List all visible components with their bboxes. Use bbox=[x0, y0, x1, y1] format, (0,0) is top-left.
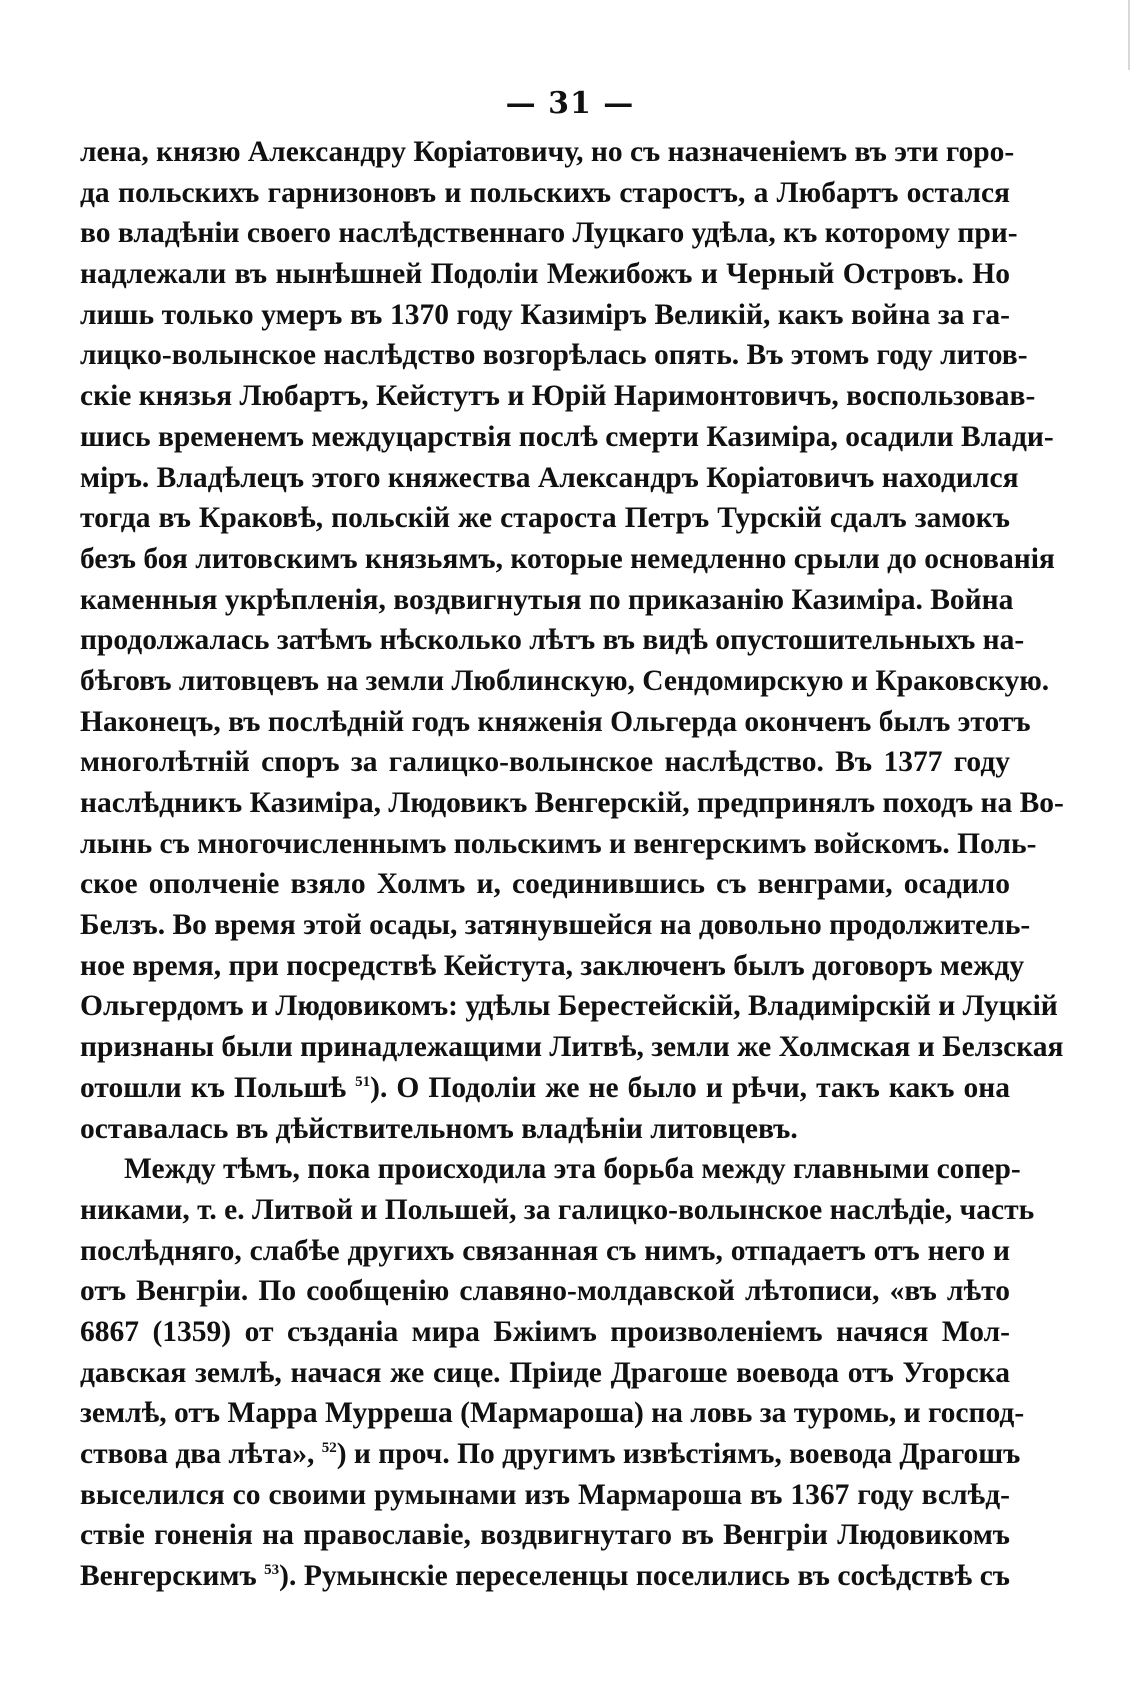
text-line: выселился со своими румынами изъ Мармароша въ 1367 году вслѣд- bbox=[80, 1478, 1010, 1511]
text-line: продолжалась затѣмъ нѣсколько лѣтъ въ видѣ опустошительныхъ на- bbox=[80, 624, 1025, 657]
text-line: безъ боя литовскимъ князьямъ, которые немедленно срыли до основанія bbox=[80, 542, 1055, 575]
text-line: во владѣніи своего наслѣдственнаго Луцкаго удѣла, къ которому при- bbox=[80, 217, 1018, 250]
footnote-ref: 52 bbox=[321, 1440, 337, 1456]
page-number: — 31 — bbox=[505, 86, 635, 121]
text-line: Между тѣмъ, пока происходила эта борьба между главными сопер- bbox=[124, 1153, 1021, 1186]
text-segment: Венгерскимъ bbox=[80, 1560, 257, 1593]
text-line-with-footnote bbox=[80, 1434, 1021, 1475]
text-line: признаны были принадлежащими Литвѣ, земли же Холмская и Белзская bbox=[80, 1031, 1064, 1064]
text-line: послѣдняго, слабѣе другихъ связанная съ нимъ, отпадаетъ отъ него и bbox=[80, 1234, 1010, 1267]
text-line: каменныя укрѣпленія, воздвигнутыя по приказанію Казиміра. Война bbox=[80, 583, 1014, 616]
text-line: шись временемъ междуцарствія послѣ смерти Казиміра, осадили Влади- bbox=[80, 420, 1054, 453]
text-line: надлежали въ нынѣшней Подоліи Межибожъ и Черный Островъ. Но bbox=[80, 258, 1010, 291]
text-line: никами, т. е. Литвой и Польшей, за галицко-волынское наслѣдіе, часть bbox=[80, 1193, 1035, 1226]
text-line: наслѣдникъ Казиміра, Людовикъ Венгерскій, предпринялъ походъ на Во- bbox=[80, 787, 1064, 819]
text-segment: отошли къ Польшѣ bbox=[80, 1071, 347, 1104]
text-line: тогда въ Краковѣ, польскій же староста Петръ Турскій сдалъ замокъ bbox=[80, 502, 1010, 535]
text-line: лена, князю Александру Коріатовичу, но съ назначеніемъ въ эти горо- bbox=[80, 136, 1015, 168]
scan-edge-mark bbox=[1128, 0, 1130, 70]
footnote-ref: 51 bbox=[355, 1073, 371, 1090]
text-line: Белзъ. Во время этой осады, затянувшейся на довольно продолжитель- bbox=[80, 909, 1031, 942]
text-segment: ствова два лѣта», bbox=[80, 1438, 315, 1470]
text-line: Ольгердомъ и Людовикомъ: удѣлы Берестейскій, Владимірскій и Луцкій bbox=[80, 990, 1058, 1023]
text-line: скіе князья Любартъ, Кейстутъ и Юрій Наримонтовичъ, воспользовав- bbox=[80, 380, 1036, 413]
text-line: лынь съ многочисленнымъ польскимъ и венгерскимъ войскомъ. Поль- bbox=[80, 827, 1037, 860]
text-line: да польскихъ гарнизоновъ и польскихъ старостъ, а Любартъ остался bbox=[80, 176, 1010, 209]
text-line-with-footnote bbox=[80, 1556, 1010, 1597]
text-line: Наконецъ, въ послѣдній годъ княженія Ольгерда оконченъ былъ этотъ bbox=[80, 705, 1031, 738]
text-line: отъ Венгріи. По сообщенію славяно-молдавской лѣтописи, «въ лѣто bbox=[80, 1275, 1010, 1308]
text-line: ское ополченіе взяло Холмъ и, соединившись съ венграми, осадило bbox=[80, 868, 1010, 901]
text-line: 6867 (1359) от създаніа мира Бжіимъ произволеніемъ начяся Мол- bbox=[80, 1315, 1010, 1348]
body-text bbox=[80, 132, 1064, 1597]
text-segment: ). О Подоліи же не было и рѣчи, такъ какъ она bbox=[370, 1071, 1010, 1104]
text-line: оставалась въ дѣйствительномъ владѣніи литовцевъ. bbox=[80, 1112, 798, 1145]
text-line: давская землѣ, начася же сице. Пріиде Драгоше воевода отъ Угорска bbox=[80, 1356, 1010, 1389]
text-line: ное время, при посредствѣ Кейстута, заключенъ былъ договоръ между bbox=[80, 949, 1025, 982]
text-line: бѣговъ литовцевъ на земли Люблинскую, Сендомирскую и Краковскую. bbox=[80, 664, 1050, 697]
text-line: лишь только умеръ въ 1370 году Казиміръ Великій, какъ война за га- bbox=[80, 298, 1010, 331]
text-line-with-footnote bbox=[80, 1068, 1010, 1109]
text-line: ствіе гоненія на православіе, воздвигнутаго въ Венгріи Людовикомъ bbox=[80, 1519, 1010, 1552]
text-segment: ). Румынскіе переселенцы поселились въ сосѣдствѣ съ bbox=[279, 1560, 1011, 1593]
text-line: землѣ, отъ Марра Мурреша (Мармароша) на ловь за туромь, и господ- bbox=[80, 1397, 1025, 1430]
text-line: лицко-волынское наслѣдство возгорѣлась опять. Въ этомъ году литов- bbox=[80, 339, 1028, 372]
text-line: міръ. Владѣлецъ этого княжества Александръ Коріатовичъ находился bbox=[80, 461, 1019, 494]
text-segment: ) и проч. По другимъ извѣстіямъ, воевода Драгошъ bbox=[336, 1438, 1021, 1470]
text-line: многолѣтній споръ за галицко-волынское наслѣдство. Въ 1377 году bbox=[80, 746, 1010, 779]
footnote-ref: 53 bbox=[264, 1562, 280, 1579]
